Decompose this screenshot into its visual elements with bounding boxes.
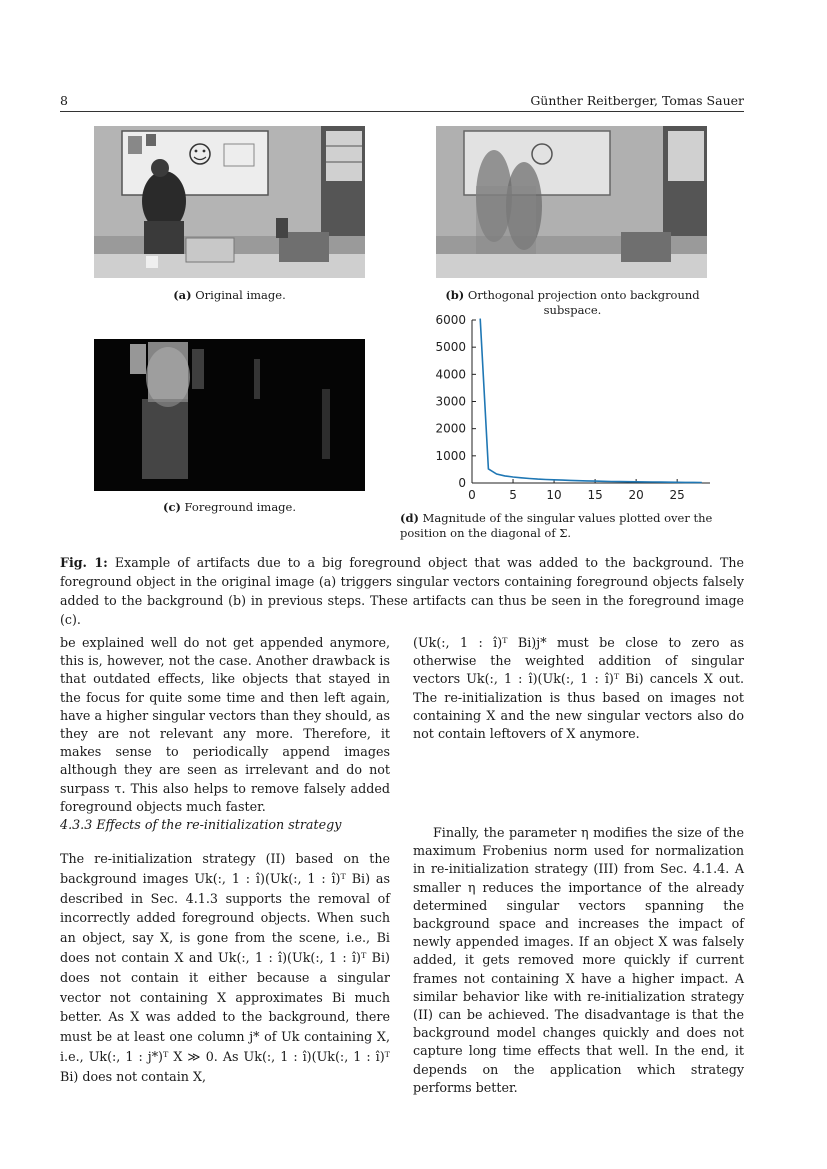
y-tick-label: 0 (458, 476, 466, 490)
x-tick-label: 10 (546, 488, 562, 502)
running-authors: Günther Reitberger, Tomas Sauer (530, 93, 744, 108)
projection-image (436, 126, 707, 278)
left-paragraph-continued: be explained well do not get appended anymore, this is, however, not the case. Another drawback is that outdated effects, like objects that stayed in the focus for quite some time and then left again, have a higher singular vectors than they should, as they are not relevant any more. Therefore, it makes sense to periodically append images although they are seen as irrelevant and do not surpass τ. This also helps to remove falsely added foreground objects much faster. (60, 635, 390, 814)
right-section-paragraph: Finally, the parameter η modifies the size of the maximum Frobenius norm used for normalization in re-initialization strategy (III) from Sec. 4.1.4. A smaller η reduces the importance of the already determined singular vectors spanning the background space and increases the impact of newly appended images. If an object X was falsely added, it gets removed more quickly if current frames not containing X have a higher impact. A similar behavior like with re-initialization strategy (II) can be achieved. The disadvantage is that the background model changes quickly and does not capture long time effects that well. In the end, it depends on the application which strategy performs better. (413, 825, 744, 1095)
x-tick-label: 20 (628, 488, 644, 502)
subfigure-c-caption: (c) Foreground image. (163, 500, 296, 514)
y-tick-label: 3000 (435, 394, 466, 409)
x-tick-label: 0 (468, 488, 476, 502)
x-tick-label: 15 (587, 488, 603, 502)
figure-caption-text: Example of artifacts due to a big foreground object that was added to the background. The foreground object in the original image (a) triggers singular vectors containing foreground objects falsely added to the background (b) in previous steps. These artifacts can thus be seen in the foreground image (c). (60, 555, 744, 627)
right-column-section (413, 824, 744, 1097)
page-number: 8 (60, 93, 68, 108)
left-section-paragraph: The re-initialization strategy (II) based on the background images Uk(:, 1 : î)(Uk(:, 1 : î)ᵀ Bi) as described in Sec. 4.1.3 supports the removal of incorrectly added foreground objects. When such an object, say X, is gone from the scene, i.e., Bi does not contain X and Uk(:, 1 : î)(Uk(:, 1 : î)ᵀ Bi) does not contain it either because a singular vector not containing X approximates Bi much better. As X was added to the background, there must be at least one column j* of Uk containing X, i.e., Uk(:, 1 : j*)ᵀ X ≫ 0. As Uk(:, 1 : î)(Uk(:, 1 : î)ᵀ Bi) does not contain X, (60, 851, 390, 1084)
foreground-image (94, 339, 365, 491)
x-tick-label: 25 (669, 488, 685, 502)
y-tick-label: 5000 (435, 340, 466, 355)
subfigure-d-caption: (d) Magnitude of the singular values plotted over the position on the diagonal of Σ. (400, 511, 713, 540)
singular-values-chart (420, 310, 730, 508)
left-column-top (60, 634, 390, 816)
left-column-section (60, 849, 390, 1087)
subfigure-b-caption: (b) Orthogonal projection onto background subspace. (445, 288, 700, 317)
header-rule (60, 111, 744, 112)
y-tick-label: 4000 (435, 367, 466, 382)
y-tick-label: 2000 (435, 421, 466, 436)
right-column-top (413, 634, 744, 743)
original-image (94, 126, 365, 278)
figure-label: Fig. 1: (60, 555, 108, 570)
y-tick-label: 1000 (435, 448, 466, 463)
singular-values-line (480, 319, 702, 483)
section-heading: 4.3.3 Effects of the re-initialization strategy (60, 817, 342, 832)
subfigure-a-caption: (a) Original image. (173, 288, 286, 302)
x-tick-label: 5 (509, 488, 517, 502)
figure-caption (60, 553, 744, 629)
right-paragraph-continued: (Uk(:, 1 : î)ᵀ Bi)j* must be close to zero as otherwise the weighted addition of singular vectors Uk(:, 1 : î)(Uk(:, 1 : î)ᵀ Bi) cancels X out. The re-initialization is thus based on images not containing X and the new singular vectors also do not contain leftovers of X anymore. (413, 635, 744, 742)
y-tick-label: 6000 (435, 313, 466, 327)
